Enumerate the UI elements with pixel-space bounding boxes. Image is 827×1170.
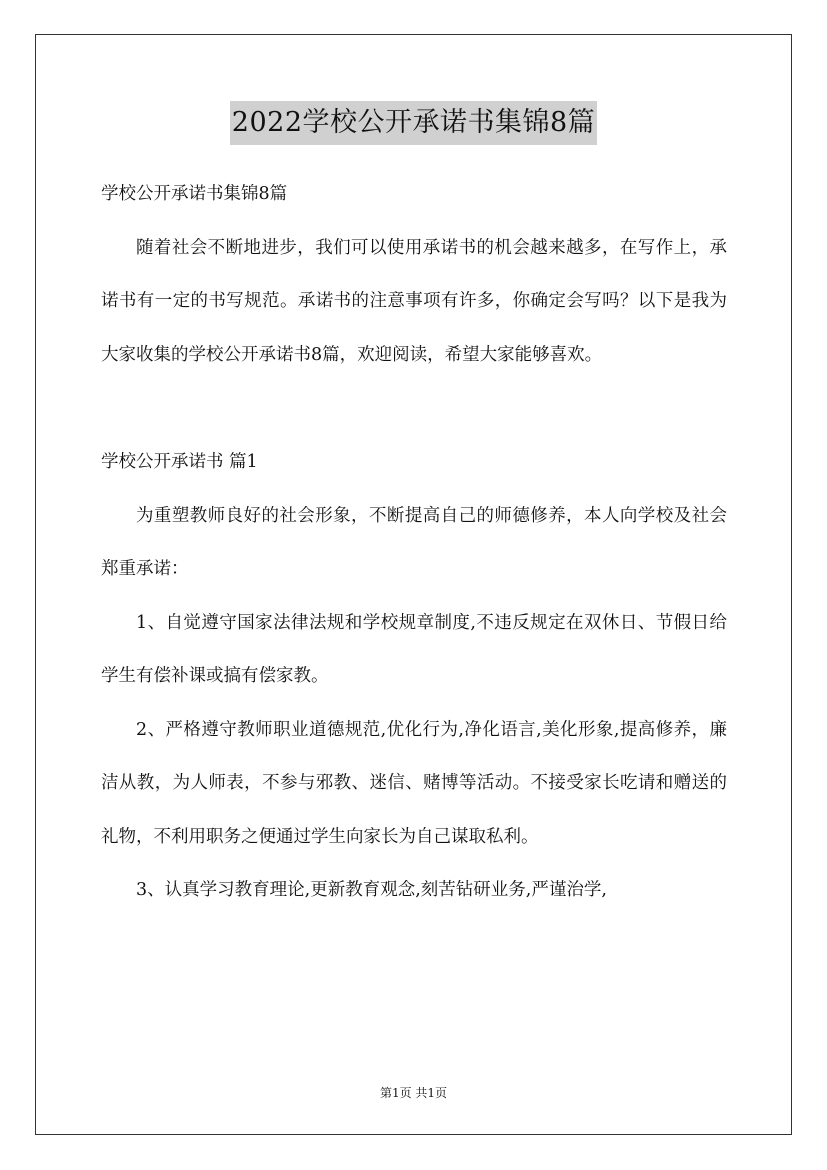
body-paragraph: 2、严格遵守教师职业道德规范,优化行为,净化语言,美化形象,提高修养，廉洁从教，为人师表，不参与邪教、迷信、赌博等活动。不接受家长吃请和赠送的礼物，不利用职务之便通过学生向家长为自己谋取私利。 (101, 719, 727, 847)
section-heading: 学校公开承诺书 篇1 (101, 452, 258, 472)
body-paragraph: 1、自觉遵守国家法律法规和学校规章制度,不违反规定在双休日、节假日给学生有偿补课或搞有偿家教。 (101, 612, 727, 686)
page-footer (0, 1083, 827, 1103)
page-number: 第1页 共1页 (379, 1086, 448, 1100)
document-title: 2022学校公开承诺书集锦8篇 (230, 101, 597, 145)
section-spacer (101, 382, 727, 436)
intro-heading: 学校公开承诺书集锦8篇 (101, 184, 288, 204)
intro-paragraph: 随着社会不断地进步，我们可以使用承诺书的机会越来越多，在写作上，承诺书有一定的书写规范。承诺书的注意事项有许多，你确定会写吗？以下是我为大家收集的学校公开承诺书8篇，欢迎阅读，希望大家能够喜欢。 (101, 237, 727, 365)
body-paragraph: 3、认真学习教育理论,更新教育观念,刻苦钻研业务,严谨治学, (136, 880, 607, 900)
title-container (0, 101, 827, 145)
document-body (101, 168, 727, 918)
body-paragraph: 为重塑教师良好的社会形象，不断提高自己的师德修养，本人向学校及社会郑重承诺： (101, 505, 727, 579)
